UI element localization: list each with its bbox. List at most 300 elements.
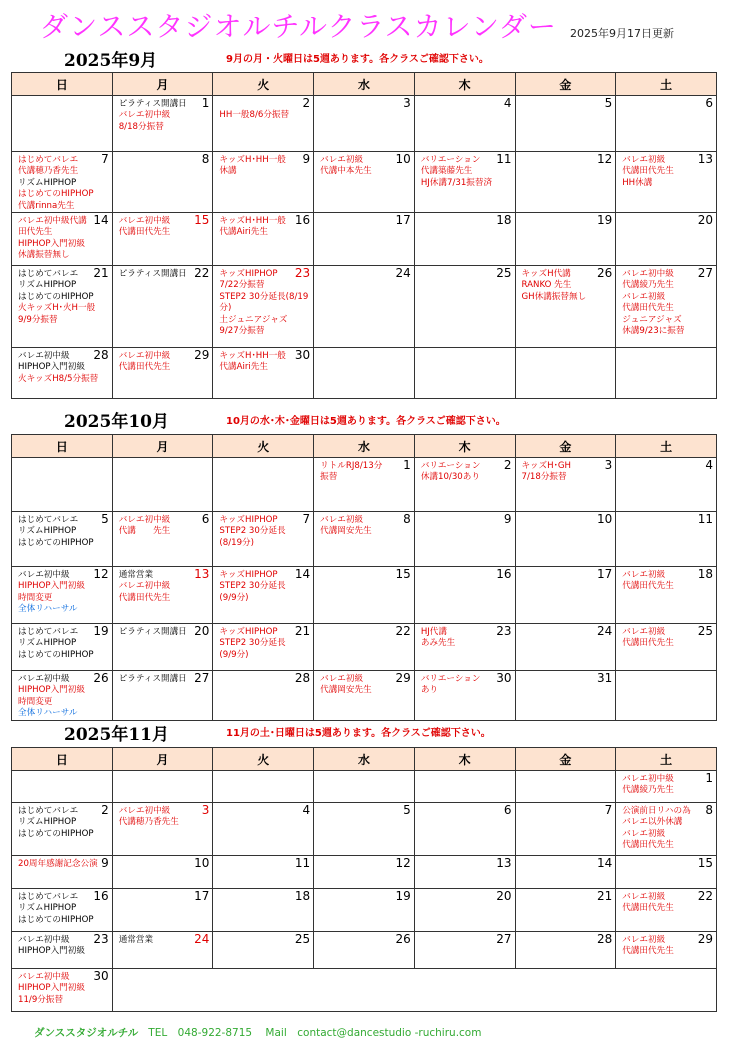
class-note: リズムHIPHOP	[18, 638, 77, 649]
class-note: HIPHOP入門初級	[18, 946, 85, 957]
calendar-september	[11, 72, 717, 399]
class-note: はじめてバレエ	[18, 627, 79, 637]
class-note: キッズH･HH一般	[219, 351, 286, 362]
day-cell	[112, 671, 213, 721]
weekday-header: 月	[112, 748, 213, 771]
week-row	[12, 348, 717, 399]
empty-cell	[12, 771, 113, 803]
day-number: 2	[302, 96, 311, 110]
class-note: 代講田代先生	[622, 840, 674, 851]
day-cell	[414, 152, 515, 213]
class-note: STEP2 30分延長(8/19	[219, 291, 309, 302]
day-number: 14	[294, 567, 311, 581]
day-number: 13	[194, 567, 210, 581]
week-row	[12, 624, 717, 671]
class-note: はじめてバレエ	[18, 155, 79, 165]
class-note: 代講Airi先生	[219, 362, 268, 373]
class-note: バレエ初中級	[118, 581, 171, 592]
day-number: 4	[705, 458, 713, 472]
day-cell	[112, 152, 213, 213]
class-note: 代講田代先生	[622, 581, 674, 592]
day-cell	[12, 932, 113, 969]
day-cell	[515, 856, 616, 889]
weekday-header: 水	[314, 435, 415, 458]
weekday-header: 日	[12, 435, 113, 458]
class-note: 代講田代先生	[622, 166, 674, 177]
class-note: HJ代講	[420, 627, 447, 637]
class-note: 休講9/23に振替	[622, 326, 685, 337]
empty-cell	[616, 671, 717, 721]
day-number: 7	[302, 512, 311, 526]
class-note: (9/9分)	[219, 592, 249, 603]
day-number: 28	[294, 671, 311, 685]
updated-date: 2025年9月17日更新	[570, 27, 674, 40]
class-note: バレエ初中級	[118, 515, 171, 525]
class-note: ピラティス開講日	[118, 627, 187, 637]
day-number: 3	[604, 458, 613, 472]
day-number: 23	[93, 932, 109, 946]
day-cell	[314, 889, 415, 932]
class-note: バレエ初中級	[622, 269, 674, 280]
day-cell	[12, 512, 113, 567]
class-note: バレエ初級	[622, 935, 666, 945]
class-note: 代講田代先生	[118, 362, 171, 373]
month-notice-oct: 10月の水･木･金曜日は5週あります。各クラスご確認下さい。	[226, 416, 506, 427]
class-note: 火キッズH8/5分振替	[18, 373, 99, 384]
weekday-header: 木	[414, 73, 515, 96]
class-note: バレエ初級	[622, 892, 666, 902]
day-number: 11	[294, 856, 311, 870]
footer-mail[interactable]: Mail contact@dancestudio -ruchiru.com	[265, 1027, 482, 1039]
weekday-header: 水	[314, 73, 415, 96]
class-note: バリエーション	[420, 674, 481, 684]
day-cell	[314, 932, 415, 969]
weekday-header: 木	[414, 748, 515, 771]
day-cell	[213, 266, 314, 348]
day-number: 11	[496, 152, 512, 166]
day-cell	[616, 213, 717, 266]
day-number: 19	[93, 624, 109, 638]
class-note: バレエ初中級	[118, 351, 171, 362]
empty-cell	[314, 771, 415, 803]
empty-cell	[515, 348, 616, 399]
day-cell	[414, 856, 515, 889]
class-note: 代講綾乃先生	[622, 785, 674, 796]
day-cell	[12, 348, 113, 399]
day-number: 30	[496, 671, 512, 685]
day-cell	[314, 512, 415, 567]
day-cell	[213, 512, 314, 567]
day-cell	[314, 266, 415, 348]
day-number: 27	[496, 932, 512, 946]
class-note: はじめてのHIPHOP	[18, 828, 94, 839]
class-note: バレエ初級	[320, 515, 364, 525]
day-cell	[12, 856, 113, 889]
empty-cell	[414, 771, 515, 803]
day-number: 16	[496, 567, 512, 581]
class-note: 代講岡安先生	[320, 526, 372, 537]
weekday-header: 金	[515, 435, 616, 458]
week-row	[12, 932, 717, 969]
day-cell	[314, 856, 415, 889]
day-number: 4	[503, 96, 512, 110]
class-note: 代講綾乃先生	[622, 280, 674, 291]
day-number: 3	[201, 803, 210, 817]
class-note: キッズHIPHOP	[219, 570, 278, 580]
empty-cell	[112, 969, 716, 1012]
day-number: 21	[93, 266, 109, 281]
day-number: 6	[705, 96, 713, 110]
class-note: バレエ初級	[622, 570, 666, 580]
class-note: (9/9分)	[219, 649, 249, 660]
day-number: 24	[194, 932, 210, 946]
class-note: 時間変更	[18, 592, 53, 603]
class-note: 代講rinna先生	[18, 200, 75, 211]
day-number: 28	[93, 348, 109, 363]
day-cell	[515, 671, 616, 721]
day-cell	[414, 803, 515, 856]
class-note: バレエ初級	[622, 291, 666, 302]
day-number: 11	[697, 512, 713, 526]
day-cell	[515, 152, 616, 213]
class-note: HH一般8/6分振替	[219, 110, 290, 121]
week-row	[12, 969, 717, 1012]
footer	[34, 1025, 481, 1040]
day-number: 14	[93, 213, 109, 228]
week-row	[12, 213, 717, 266]
class-note: 代講田代先生	[622, 946, 674, 957]
day-number: 19	[596, 213, 613, 228]
day-cell	[12, 213, 113, 266]
class-note: 分)	[219, 303, 232, 314]
day-cell	[515, 932, 616, 969]
day-cell	[616, 96, 717, 152]
class-note: 7/22分振替	[219, 280, 265, 291]
day-number: 22	[194, 266, 210, 281]
day-cell	[616, 266, 717, 348]
empty-cell	[112, 771, 213, 803]
class-note: バレエ初級	[320, 674, 364, 684]
day-cell	[414, 567, 515, 624]
day-cell	[12, 266, 113, 348]
day-number: 30	[294, 348, 311, 363]
class-note: 代講 先生	[118, 526, 171, 537]
day-cell	[12, 889, 113, 932]
day-number: 9	[503, 512, 512, 526]
day-cell	[213, 567, 314, 624]
day-cell	[616, 856, 717, 889]
day-cell	[112, 889, 213, 932]
day-cell	[213, 889, 314, 932]
class-note: キッズH代講	[521, 269, 571, 280]
day-cell	[112, 624, 213, 671]
day-cell	[616, 803, 717, 856]
class-note	[213, 99, 313, 110]
day-number: 12	[395, 856, 411, 870]
class-note: はじめてのHIPHOP	[18, 189, 94, 200]
class-note: バレエ初中級	[622, 774, 674, 784]
day-number: 27	[194, 671, 210, 685]
class-note: バリエーション	[420, 155, 481, 165]
calendar-october	[11, 434, 717, 721]
day-cell	[112, 567, 213, 624]
day-number: 1	[705, 771, 713, 785]
class-note: 公演前日リハの為	[622, 806, 691, 816]
weekday-header: 月	[112, 73, 213, 96]
day-cell	[515, 567, 616, 624]
class-note: 代講築藤先生	[420, 166, 473, 177]
class-note: 振替	[320, 472, 338, 483]
week-row	[12, 889, 717, 932]
class-note: HIPHOP入門初級	[18, 983, 85, 994]
weekday-header: 土	[616, 435, 717, 458]
class-note: STEP2 30分延長	[219, 526, 286, 537]
day-number: 9	[101, 856, 109, 870]
class-note: リズムHIPHOP	[18, 903, 77, 914]
day-cell	[213, 856, 314, 889]
day-number: 21	[596, 889, 613, 903]
class-note: 休講振替無し	[18, 250, 70, 261]
class-note: バレエ初中級	[118, 216, 171, 227]
day-number: 12	[93, 567, 109, 581]
class-note: はじめてのHIPHOP	[18, 537, 94, 548]
class-note: 通常営業	[118, 935, 154, 945]
day-cell	[515, 512, 616, 567]
empty-cell	[414, 348, 515, 399]
day-number: 15	[697, 856, 713, 870]
day-number: 19	[395, 889, 411, 903]
class-note: HH休講	[622, 177, 653, 188]
day-cell	[213, 152, 314, 213]
day-number: 20	[496, 889, 512, 903]
class-note: バレエ初中級	[118, 806, 171, 816]
day-number: 1	[201, 96, 210, 110]
class-note: 代講穂乃香先生	[118, 817, 179, 828]
empty-cell	[12, 96, 113, 152]
class-note: バレエ初中級	[18, 351, 70, 362]
day-number: 29	[395, 671, 411, 685]
day-number: 12	[596, 152, 613, 166]
empty-cell	[213, 771, 314, 803]
weekday-header: 日	[12, 748, 113, 771]
day-number: 15	[194, 213, 210, 228]
footer-tel: TEL 048-922-8715	[148, 1027, 253, 1039]
week-row	[12, 856, 717, 889]
week-row	[12, 266, 717, 348]
day-number: 13	[496, 856, 512, 870]
class-note: あり	[420, 685, 439, 696]
class-note: バレエ初級	[622, 828, 666, 839]
class-note: バレエ初中級	[18, 570, 70, 580]
class-note: RANKO 先生	[521, 280, 572, 291]
class-note: バレエ初中級	[18, 972, 70, 982]
class-note: STEP2 30分延長	[219, 638, 286, 649]
week-row	[12, 458, 717, 512]
day-number: 26	[93, 671, 109, 685]
day-cell	[616, 512, 717, 567]
class-note: STEP2 30分延長	[219, 581, 286, 592]
class-note: はじめてのHIPHOP	[18, 291, 94, 302]
day-number: 2	[503, 458, 512, 472]
day-cell	[414, 624, 515, 671]
day-number: 23	[496, 624, 512, 638]
day-cell	[213, 96, 314, 152]
class-note: バレエ初中級	[118, 110, 171, 121]
day-number: 24	[395, 266, 411, 281]
day-cell	[414, 458, 515, 512]
day-cell	[414, 213, 515, 266]
day-number: 24	[596, 624, 613, 638]
weekday-header: 火	[213, 435, 314, 458]
class-note: 全体リハーサル	[18, 604, 78, 615]
class-note: 時間変更	[18, 696, 53, 707]
class-note: キッズH･GH	[521, 461, 572, 471]
day-cell	[12, 969, 113, 1012]
weekday-header: 水	[314, 748, 415, 771]
day-cell	[112, 266, 213, 348]
day-number: 30	[93, 969, 109, 983]
day-number: 10	[194, 856, 210, 870]
class-note: 全体リハーサル	[18, 708, 78, 719]
class-note: 7/18分振替	[521, 472, 567, 483]
day-number: 26	[596, 266, 613, 281]
footer-studio-name: ダンススタジオルチル	[34, 1027, 139, 1039]
class-note: はじめてバレエ	[18, 892, 79, 902]
day-cell	[213, 213, 314, 266]
day-number: 18	[697, 567, 713, 581]
week-row	[12, 152, 717, 213]
class-note: キッズHIPHOP	[219, 515, 278, 525]
weekday-header: 木	[414, 435, 515, 458]
class-note: キッズH･HH一般	[219, 155, 286, 165]
class-note: 休講	[219, 166, 237, 177]
month-notice-nov: 11月の土･日曜日は5週あります。各クラスご確認下さい。	[226, 728, 491, 739]
class-note: 火キッズH･火H一般	[18, 303, 96, 314]
day-cell	[112, 932, 213, 969]
class-note: HIPHOP入門初級	[18, 362, 85, 373]
day-number: 7	[101, 152, 109, 166]
day-cell	[515, 213, 616, 266]
class-note: ピラティス開講日	[118, 269, 187, 280]
day-cell	[616, 771, 717, 803]
class-note: バレエ初級	[320, 155, 364, 165]
class-note: リズムHIPHOP	[18, 177, 77, 188]
day-number: 2	[101, 803, 109, 817]
class-note: ピラティス開講日	[118, 99, 187, 109]
month-notice-sep: 9月の月・火曜日は5週あります。各クラスご確認下さい。	[226, 54, 489, 65]
day-cell	[414, 889, 515, 932]
weekday-header: 日	[12, 73, 113, 96]
day-number: 10	[596, 512, 613, 526]
day-number: 26	[395, 932, 411, 946]
class-note: 20周年感謝記念公演	[18, 859, 98, 869]
day-number: 6	[201, 512, 210, 526]
day-number: 15	[395, 567, 411, 581]
day-cell	[213, 624, 314, 671]
day-cell	[314, 213, 415, 266]
class-note: (8/19分)	[219, 537, 255, 548]
day-cell	[314, 803, 415, 856]
day-cell	[414, 266, 515, 348]
day-cell	[12, 803, 113, 856]
class-note: HIPHOP入門初級	[18, 581, 85, 592]
class-note: 11/9分振替	[18, 994, 64, 1005]
class-note: 休講10/30あり	[420, 472, 480, 483]
class-note: HJ休講7/31振替済	[420, 177, 493, 188]
class-note: 代講穂乃香先生	[18, 166, 79, 177]
day-cell	[112, 213, 213, 266]
day-number: 13	[697, 152, 713, 166]
day-number: 9	[302, 152, 311, 166]
class-note: バレエ以外休講	[622, 817, 683, 828]
class-note: 8/18分振替	[118, 121, 164, 132]
weekday-header: 月	[112, 435, 213, 458]
day-cell	[12, 624, 113, 671]
day-number: 8	[403, 512, 411, 526]
day-cell	[616, 624, 717, 671]
day-cell	[213, 932, 314, 969]
class-note: はじめてのHIPHOP	[18, 914, 94, 925]
class-note: バレエ初中級	[18, 935, 70, 945]
class-note: リトルRJ8/13分	[320, 461, 383, 471]
day-number: 22	[395, 624, 411, 638]
day-cell	[414, 671, 515, 721]
day-number: 14	[596, 856, 613, 870]
weekday-header: 金	[515, 748, 616, 771]
day-cell	[515, 803, 616, 856]
class-note: はじめてバレエ	[18, 269, 79, 280]
class-note: 代講田代先生	[118, 592, 171, 603]
class-note: はじめてバレエ	[18, 515, 79, 525]
day-cell	[12, 671, 113, 721]
week-row	[12, 771, 717, 803]
day-number: 27	[697, 266, 713, 281]
day-number: 17	[395, 213, 411, 228]
day-cell	[314, 96, 415, 152]
class-note: HIPHOP入門初級	[18, 685, 85, 696]
day-number: 28	[596, 932, 613, 946]
empty-cell	[515, 771, 616, 803]
month-label-oct: 2025年10月	[64, 412, 169, 432]
class-note: 代講田代先生	[622, 303, 674, 314]
day-cell	[616, 567, 717, 624]
day-number: 29	[697, 932, 713, 946]
day-cell	[414, 96, 515, 152]
day-cell	[314, 152, 415, 213]
class-note: バリエーション	[420, 461, 481, 471]
class-note: キッズH･HH一般	[219, 216, 286, 227]
class-note: バレエ初中級	[18, 674, 70, 684]
class-note: ピラティス開講日	[118, 674, 187, 684]
class-note: ジュニアジャズ	[622, 314, 682, 325]
day-cell	[616, 152, 717, 213]
day-number: 31	[596, 671, 613, 685]
class-note: 代講田代先生	[622, 638, 674, 649]
day-cell	[112, 348, 213, 399]
day-cell	[314, 671, 415, 721]
week-row	[12, 96, 717, 152]
day-cell	[616, 932, 717, 969]
day-cell	[112, 856, 213, 889]
day-number: 23	[294, 266, 311, 281]
day-cell	[112, 96, 213, 152]
day-cell	[213, 671, 314, 721]
day-number: 22	[697, 889, 713, 903]
page-title: ダンススタジオルチルクラスカレンダー	[40, 10, 557, 43]
day-number: 8	[705, 803, 713, 817]
day-cell	[616, 889, 717, 932]
day-number: 1	[403, 458, 411, 472]
